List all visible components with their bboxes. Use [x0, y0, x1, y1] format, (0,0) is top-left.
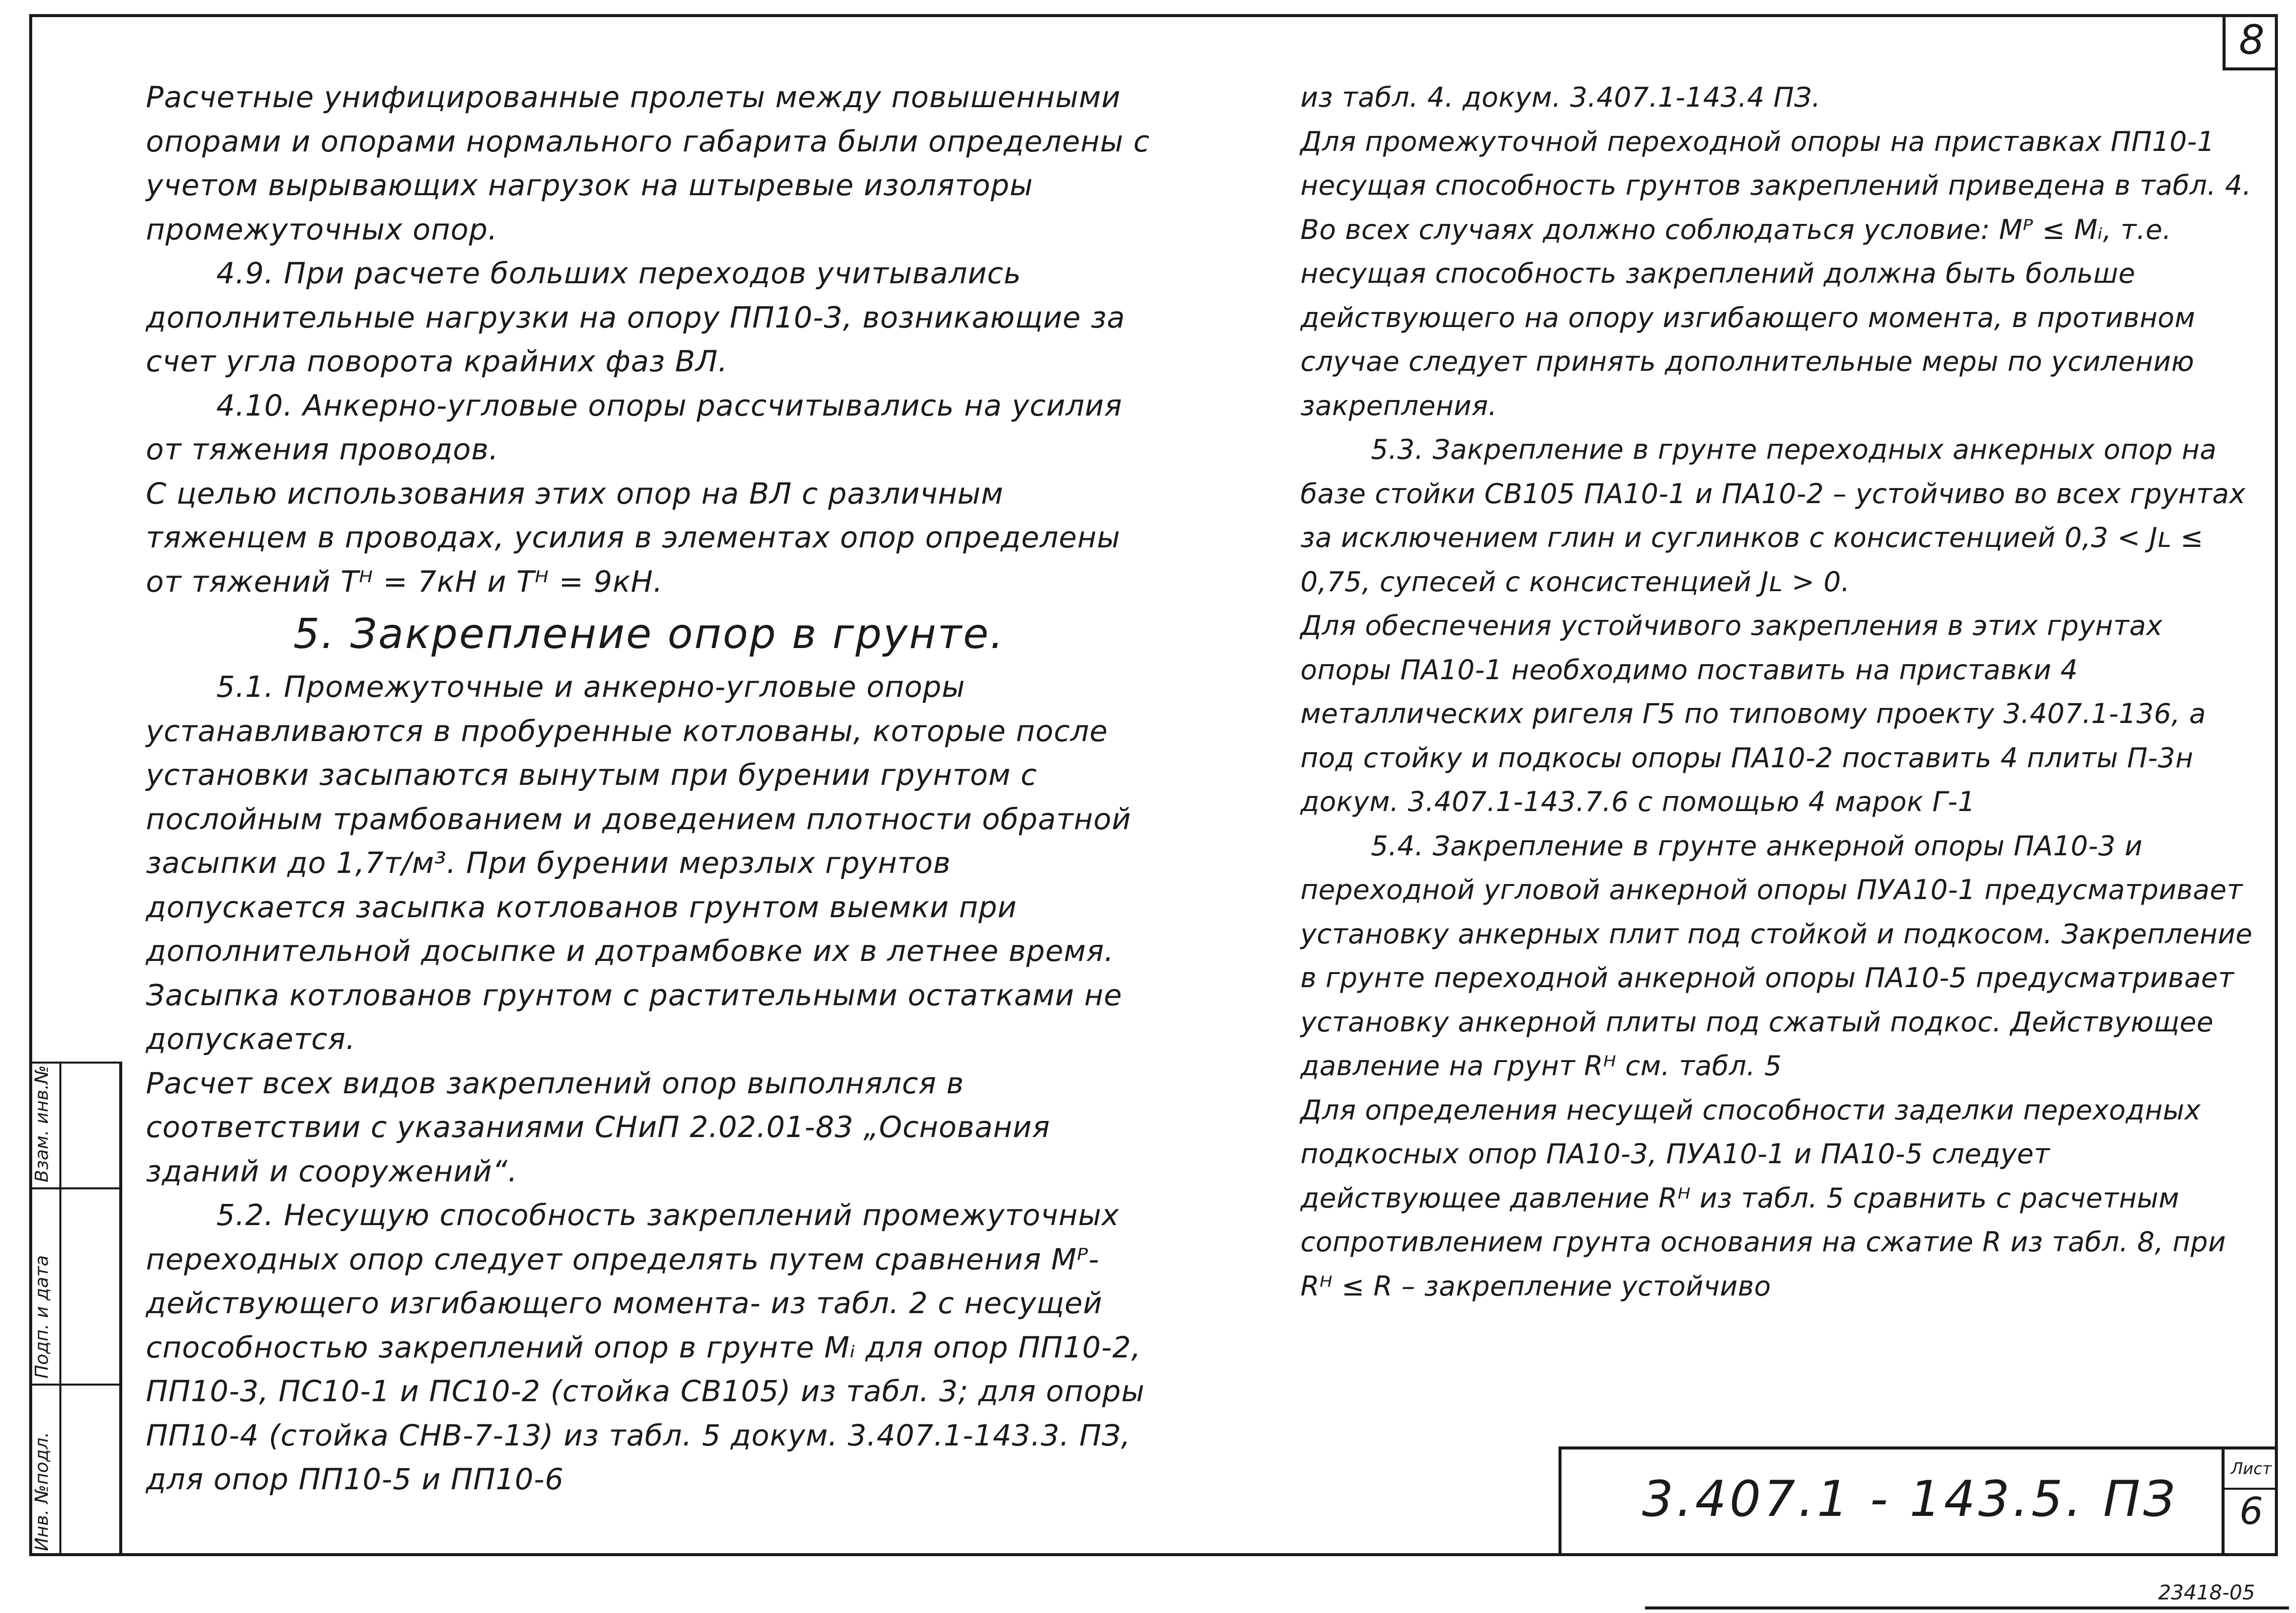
paragraph: 5.2. Несущую способность закреплений промежуточных переходных опор следует определять путем сравнения Mᴾ- действующего изгибающего момента- из табл. 2 с несущей способностью закреплений опор в грунте Mᵢ для опор ПП10-2, ПП10-3, ПС10-1 и ПС10-2 (стойка СВ105) из табл. 3; для опоры ПП10-4 (стойка СНВ-7-13) из табл. 5 докум. 3.407.1-143.3. ПЗ, для опор ПП10-5 и ПП10-6: [146, 1198, 1145, 1496]
sheet-number: 6: [2239, 1490, 2263, 1533]
bottom-rule: [1645, 1606, 2289, 1609]
paragraph: Расчетные унифицированные пролеты между повышенными опорами и опорами нормального габарита были определены с учетом вырывающих нагрузок на штыревые изоляторы промежуточных опор.: [146, 80, 1150, 247]
archive-stamp: 23418-05: [2158, 1581, 2255, 1604]
sheet-corner-number: 8: [2223, 14, 2278, 70]
section-heading: 5. Закрепление опор в грунте.: [293, 610, 1005, 658]
left-text-column: [146, 75, 1152, 1502]
paragraph: Для обеспечения устойчивого закрепления в этих грунтах опоры ПА10-1 необходимо поставить на приставки 4 металлических ригеля Г5 по типовому проекту 3.407.1-136, а под стойку и подкосы опоры ПА10-2 поставить 4 плиты П-3н докум. 3.407.1-143.7.6 с помощью 4 марок Г-1: [1300, 610, 2206, 818]
paragraph: 4.9. При расчете больших переходов учитывались дополнительные нагрузки на опору ПП10-3, возникающие за счет угла поворота крайних фаз ВЛ.: [146, 256, 1125, 378]
paragraph: из табл. 4. докум. 3.407.1-143.4 ПЗ.: [1300, 82, 1821, 113]
right-text-column: [1300, 75, 2256, 1308]
approval-side-strip: [29, 1062, 122, 1556]
side-cell-field: [59, 1189, 92, 1384]
paragraph: 4.10. Анкерно-угловые опоры рассчитывались на усилия от тяжения проводов.: [146, 388, 1123, 466]
paragraph: Расчет всех видов закреплений опор выполнялся в соответствии с указаниями СНиП 2.02.01-83 „Основания зданий и сооружений“.: [146, 1066, 1050, 1188]
sheet-number-box: [2222, 1449, 2278, 1556]
side-cell-field: [59, 1386, 92, 1556]
paragraph: 5.3. Закрепление в грунте переходных анкерных опор на базе стойки СВ105 ПА10-1 и ПА10-2 – устойчиво во всех грунтах за исключением глин и суглинков с консистенцией 0,3 < Jʟ ≤ 0,75, супесей с консистенцией Jʟ > 0.: [1300, 434, 2246, 598]
paragraph: Для определения несущей способности заделки переходных подкосных опор ПА10-3, ПУА10-1 и ПА10-5 следует действующее давление Rᴴ из табл. 5 сравнить с расчетным сопротивлением грунта основания на сжатие R из табл. 8, при Rᴴ ≤ R – закрепление устойчиво: [1300, 1094, 2226, 1302]
paragraph: С целью использования этих опор на ВЛ с различным тяженцем в проводах, усилия в элементах опор определены от тяжений Тᴴ = 7кН и Тᴴ = 9кН.: [146, 476, 1121, 599]
document-code: 3.407.1 - 143.5. ПЗ: [1642, 1471, 2178, 1528]
paragraph: Во всех случаях должно соблюдаться условие: Mᴾ ≤ Mᵢ, т.е. несущая способность закреплений должна быть больше действующего на опору изгибающего момента, в противном случае следует принять дополнительные меры по усилению закрепления.: [1300, 213, 2195, 422]
side-label: Взам. инв.№: [32, 1065, 52, 1182]
side-cell-field: [59, 1064, 92, 1187]
paragraph: Для промежуточной переходной опоры на приставках ПП10-1 несущая способность грунтов закреплений приведена в табл. 4.: [1300, 125, 2252, 201]
side-cell-inventory: [29, 1384, 119, 1556]
paragraph: 5.4. Закрепление в грунте анкерной опоры ПА10-3 и переходной угловой анкерной опоры ПУА10-1 предусматривает установку анкерных плит под стойкой и подкосом. Закрепление в грунте переходной анкерной опоры ПА10-5 предусматривает установку анкерной плиты под сжатый подкос. Действующее давление на грунт Rᴴ см. табл. 5: [1300, 830, 2253, 1082]
side-cell-signature: [29, 1187, 119, 1384]
sheet-label: Лист: [2225, 1454, 2278, 1490]
paragraph: 5.1. Промежуточные и анкерно-угловые опоры устанавливаются в пробуренные котлованы, которые после установки засыпаются вынутым при бурении грунтом с послойным трамбованием и доведением плотности обратной засыпки до 1,7т/м³. При бурении мерзлых грунтов допускается засыпка котлованов грунтом выемки при дополнительной досыпке и дотрамбовке их в летнее время. Засыпка котлованов грунтом с растительными остатками не допускается.: [146, 670, 1131, 1056]
title-block: [1559, 1446, 2278, 1556]
side-label: Подп. и дата: [32, 1255, 52, 1379]
side-label: Инв. №подл.: [32, 1432, 52, 1551]
side-cell-replacement: [29, 1062, 119, 1187]
